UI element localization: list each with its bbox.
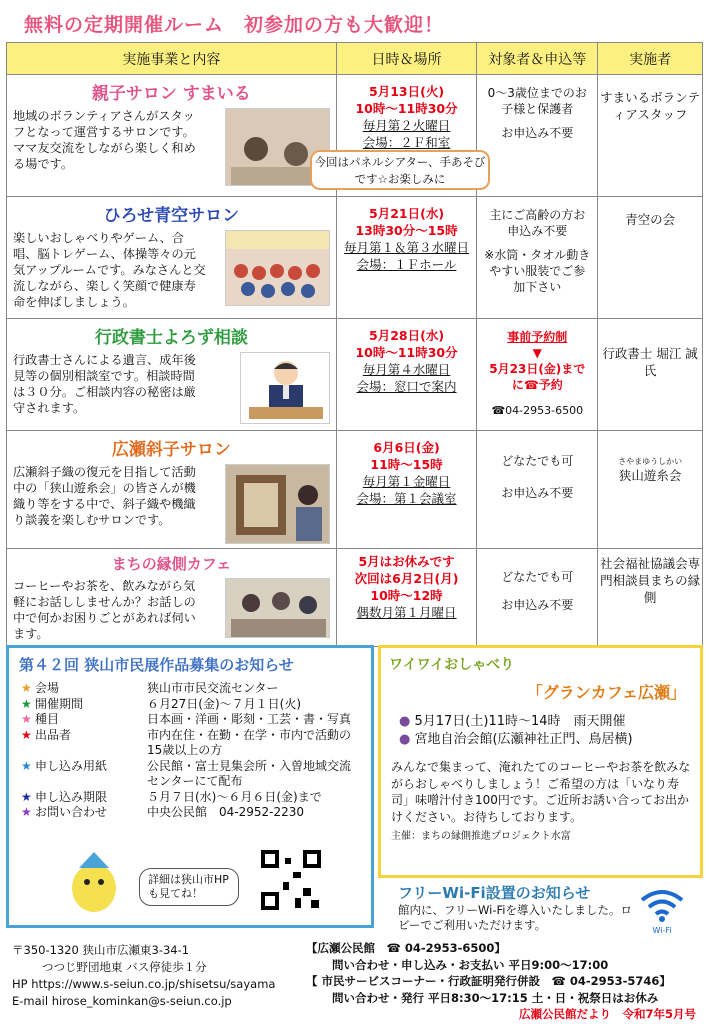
exhibit-row [9,681,371,697]
wifi-description: 館内に、フリーWi-Fiを導入いたしました。ロビーでご利用いただけます。 [398,903,632,932]
exhibit-value: 日本画・洋画・彫刻・工芸・書・写真 [147,712,352,726]
exhibit-notice [6,645,374,928]
qr-code-icon[interactable] [259,848,323,912]
arrow-down-icon: ▼ [532,346,542,360]
event-description: コーヒーやお茶を、飲みながら気軽にお話ししませんか？お話しの中で何かお困りごとがあれば伺います。 [13,579,196,641]
exhibit-value: 中央公民館 04-2952-2230 [147,805,305,819]
event-time: 10時～11時30分 [355,345,458,360]
datetime-cell [336,549,477,647]
footer-info [306,940,706,1023]
event-frequency: 毎月第２火曜日 [362,118,451,133]
target-cell [477,549,598,647]
star-icon: ★ [21,696,32,711]
exhibit-label: お問い合わせ [35,805,108,819]
cafe-description: みんなで集まって、淹れたてのコーヒーやお茶を飲みながらおしゃべりしましょう！ご希望の方は「いなり寿司」味噌汁付き100円です。ご近所お誘い合ってお出かけください。お待ちしております。 [391,760,691,824]
speech-bubble: 今回はパネルシアター、手あそびです☆お楽しみに [310,150,490,190]
content-cell [7,549,337,647]
wifi-title: フリーWi-Fi設置のお知らせ [398,884,591,902]
footer-address: 〒350-1320 狭山市広瀬東3-34-1 [12,943,190,957]
star-icon: ★ [21,727,32,742]
mascot-illustration [59,848,129,918]
application-note: お申込み不要 [501,598,574,612]
table-row [7,549,703,647]
footer-contact [12,942,302,1010]
star-icon: ★ [21,712,32,726]
event-date: 5月28日(水) [369,328,445,343]
event-title: まちの縁側カフェ [111,555,231,573]
event-date: 5月はお休みです [358,554,455,569]
datetime-cell [336,197,477,319]
event-frequency: 偶数月第１月曜日 [356,605,457,620]
phone-number: ☎04-2953-6500 [491,404,584,417]
table-row [7,197,703,319]
event-place: 会場：第１会議室 [356,491,457,506]
footer-hp-link[interactable]: HP https://www.s-seiun.co.jp/shisetsu/sayama [12,977,276,991]
exhibit-row [9,697,371,713]
event-place: 会場：２Ｆ和室 [362,135,451,150]
host-name: 狭山遊糸会 [618,468,682,483]
target-text: 0～3歳位までのお子様と保護者 [487,86,587,116]
host-cell: すまいるボランティアスタッフ [598,75,703,197]
cafe-place-text: 宮地自治会館(広瀬神社正門、鳥居横) [414,732,633,747]
host-cell: 青空の会 [598,197,703,319]
star-icon: ★ [21,681,32,695]
event-time: 11時～15時 [370,457,443,472]
exhibit-title: 第４２回 狭山市民展作品募集のお知らせ [19,656,294,674]
event-place: 会場：窓口で案内 [356,379,457,394]
star-icon: ★ [21,805,32,819]
bullet-icon: ● [399,714,411,729]
target-text: どなたでも可 [501,570,574,584]
exhibit-label: 申し込み期限 [35,789,108,804]
mascot-note: 詳細は狭山市HPも見てね！ [139,868,239,906]
kominkan-phone: 【広瀬公民館 ☎ 04-2953-6500】 [306,941,506,955]
exhibit-label: 種目 [35,712,60,726]
event-time: 次回は6月2日(月) [354,571,459,586]
target-cell [477,197,598,319]
event-frequency: 毎月第１金曜日 [362,474,451,489]
weaving-photo [225,464,330,544]
cafe-place [381,731,700,749]
exhibit-row [9,712,371,728]
event-time: 13時30分～15時 [355,223,458,238]
table-header-row [7,43,703,75]
target-text: どなたでも可 [501,454,574,468]
exhibit-row [9,805,371,821]
event-date: 5月21日(水) [369,206,445,221]
event-time-2: 10時～12時 [370,588,443,603]
event-title: 行政書士よろず相談 [94,328,248,348]
target-cell [477,431,598,549]
service-phone: 【 市民サービスコーナー・行政証明発行併設 ☎ 04-2953-5746】 [306,974,671,988]
application-note: ※水筒・タオル動きやすい服装でご参加下さい [484,248,591,294]
wifi-notice [398,882,703,937]
event-title: ひろせ青空サロン [103,206,240,226]
datetime-cell [336,431,477,549]
exhibit-value: ６月27日(金)～７月１日(火) [147,696,301,711]
application-note: お申込み不要 [501,126,574,140]
target-cell [477,75,598,197]
cafe-notice [378,645,703,878]
exhibit-row [9,790,371,806]
star-icon: ★ [21,789,32,804]
cafe-photo [225,578,330,638]
exhibit-value: 公民館・富士見集会所・入曽地域交流センターにて配布 [147,758,352,788]
content-cell [7,319,337,431]
table-row [7,431,703,549]
exhibit-label: 会場 [35,681,60,695]
host-cell [598,431,703,549]
header-target: 対象者＆申込等 [477,43,598,75]
wifi-icon [638,886,686,935]
schedule-table [6,42,703,647]
target-text: 主にご高齢の方お申込み不要 [489,208,586,238]
bullet-icon: ● [399,732,411,747]
content-cell [7,197,337,319]
event-description: 地域のボランティアさんがスタッフとなって運営するサロンです。ママ友交流をしながら楽しく和める場です。 [13,109,196,171]
datetime-cell [336,319,477,431]
header-host: 実施者 [598,43,703,75]
salon-photo [225,230,330,306]
issue-label: 広瀬公民館だより 令和7年5月号 [518,1007,696,1021]
exhibit-row [9,759,371,790]
exhibit-list [9,681,371,821]
event-frequency: 毎月第１＆第３水曜日 [344,240,470,255]
table-row [7,319,703,431]
event-frequency: 毎月第４水曜日 [362,362,451,377]
exhibit-label: 開催期間 [35,696,84,711]
exhibit-value: 狭山市市民交流センター [147,681,279,695]
footer-access: つつじ野団地東 バス停徒歩１分 [42,960,207,974]
consultant-illustration [240,352,330,424]
content-cell [7,75,337,197]
event-description: 広瀬斜子織の復元を目指して活動中の「狭山遊糸会」の皆さんが機織り等をする中で、斜子織や機織り談義を楽しむサロンです。 [13,465,196,527]
host-cell: 社会福祉協議会専門相談員まちの縁側 [598,549,703,647]
star-icon: ★ [21,758,32,773]
event-date: 6月6日(金) [373,440,440,455]
event-title: 広瀬斜子サロン [111,440,231,460]
cafe-datetime-text: 5月17日(土)11時～14時 雨天開催 [414,714,626,729]
footer-email-link[interactable]: E-mail hirose_kominkan@s-seiun.co.jp [12,994,232,1008]
cafe-credit: 主催：まちの縁側推進プロジェクト水富 [391,831,571,842]
cafe-name: 「グランカフェ広瀬」 [526,683,686,702]
exhibit-value: ５月７日(水)～６月６日(金)まで [147,789,322,804]
target-cell [477,319,598,431]
exhibit-label: 出品者 [35,727,72,742]
kominkan-hours: 問い合わせ・申し込み・お支払い 平日9:00～17:00 [332,957,609,972]
event-date: 5月13日(火) [369,84,445,99]
exhibit-value: 市内在住・在勤・在学・市内で活動の15歳以上の方 [147,727,352,757]
reservation-deadline: 5月23日(金)までに☎予約 [489,362,586,392]
header-content: 実施事業と内容 [7,43,337,75]
event-title: 親子サロン すまいる [91,84,251,104]
exhibit-row [9,728,371,759]
content-cell [7,431,337,549]
service-hours: 問い合わせ・発行 平日8:30～17:15 土・日・祝祭日はお休み [332,990,659,1005]
host-cell: 行政書士 堀江 誠 氏 [598,319,703,431]
event-description: 楽しいおしゃべりやゲーム、合唱、脳トレゲーム、体操等々の元気アップルームです。みなさんと交流しながら、楽しく笑顔で健康寿命を伸ばしましょう。 [13,231,206,309]
cafe-heading: ワイワイおしゃべり [389,657,515,673]
event-description: 行政書士さんによる遺言、成年後見等の個別相談室です。相談時間は３０分。ご相談内容の秘密は厳守されます。 [13,353,196,415]
wifi-icon-label: Wi-Fi [652,926,672,935]
header-datetime: 日時＆場所 [336,43,477,75]
host-ruby: さやまゆうしかい [618,457,683,466]
application-note: お申込み不要 [501,486,574,500]
event-time: 10時～11時30分 [355,101,458,116]
cafe-datetime [381,713,700,731]
exhibit-label: 申し込み用紙 [35,758,108,773]
event-place: 会場：１Ｆホール [356,257,457,272]
page-banner: 無料の定期開催ルーム 初参加の方も大歓迎！ [24,14,445,36]
reservation-required: 事前予約制 [507,330,568,344]
